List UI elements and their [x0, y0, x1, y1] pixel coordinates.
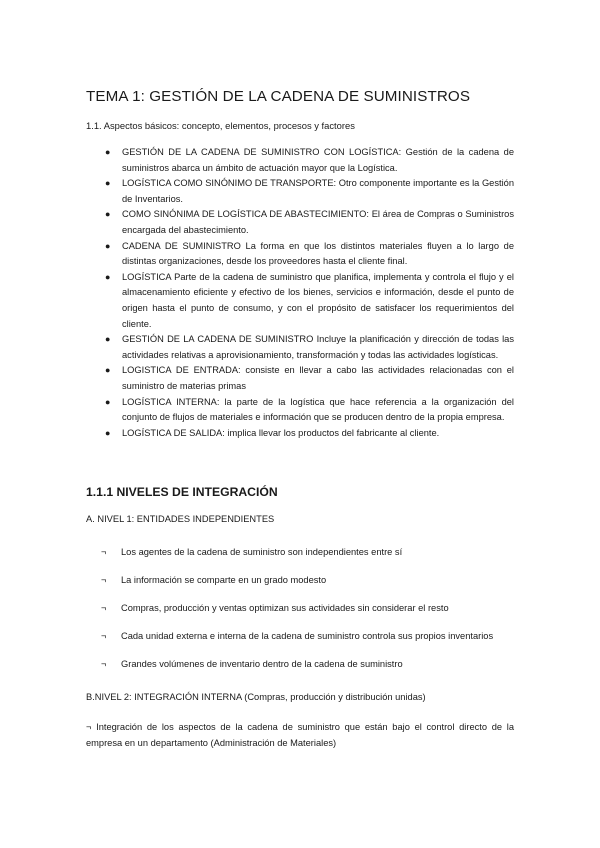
- list-item: [101, 599, 514, 618]
- not-sign-icon: ¬: [101, 547, 107, 557]
- list-item: [105, 145, 514, 176]
- list-item-text: GESTIÓN DE LA CADENA DE SUMINISTRO CON LOGÍSTICA: Gestión de la cadena de suministros abarca un ámbito de actuación mayor que la Logística.: [122, 147, 514, 173]
- page-title: TEMA 1: GESTIÓN DE LA CADENA DE SUMINISTROS: [86, 88, 471, 105]
- list-item: [105, 207, 514, 238]
- list-item-text: Cada unidad externa e interna de la cadena de suministro controla sus propios inventarios: [121, 631, 494, 641]
- list-item-text: GESTIÓN DE LA CADENA DE SUMINISTRO Incluye la planificación y dirección de todas las actividades relativas a aprovisionamiento, transformación y todas las actividades logísticas.: [122, 334, 514, 360]
- not-sign-icon: ¬: [101, 659, 107, 669]
- list-item: [105, 395, 514, 426]
- bullet-icon: ●: [105, 365, 111, 376]
- not-sign-icon: ¬: [101, 603, 107, 613]
- list-item: [105, 426, 514, 442]
- list-item: [105, 176, 514, 207]
- list-item-text: COMO SINÓNIMA DE LOGÍSTICA DE ABASTECIMIENTO: El área de Compras o Suministros encargada del abastecimiento.: [122, 209, 514, 235]
- list-item-text: LOGÍSTICA DE SALIDA: implica llevar los productos del fabricante al cliente.: [122, 427, 440, 438]
- level-b-paragraph: ¬ Integración de los aspectos de la cadena de suministro que están bajo el control directo de la empresa en un departamento (Administración de Materiales): [86, 722, 514, 748]
- list-item-text: LOGÍSTICA COMO SINÓNIMO DE TRANSPORTE: Otro componente importante es la Gestión de Inventarios.: [122, 178, 514, 204]
- list-item: [101, 571, 514, 590]
- bullet-icon: ●: [105, 147, 111, 157]
- list-item: [105, 363, 514, 394]
- list-item: [101, 627, 514, 646]
- list-item: [101, 543, 514, 562]
- bullet-icon: ●: [105, 240, 111, 251]
- bullet-icon: ●: [105, 427, 111, 438]
- list-item-text: Compras, producción y ventas optimizan sus actividades sin considerar el resto: [121, 603, 449, 613]
- bullet-icon: ●: [105, 178, 111, 189]
- list-item: [101, 655, 514, 674]
- not-sign-icon: ¬: [101, 631, 107, 641]
- not-sign-icon: ¬: [101, 575, 107, 585]
- definition-list: [0, 145, 600, 441]
- list-item: [105, 270, 514, 332]
- bullet-icon: ●: [105, 334, 111, 345]
- level-a-heading: A. NIVEL 1: ENTIDADES INDEPENDIENTES: [86, 514, 275, 524]
- level-a-list: [0, 543, 600, 683]
- bullet-icon: ●: [105, 209, 111, 220]
- list-item-text: Los agentes de la cadena de suministro son independientes entre sí: [121, 547, 403, 557]
- list-item: [105, 239, 514, 270]
- list-item-text: LOGISTICA DE ENTRADA: consiste en llevar a cabo las actividades relacionadas con el suministro de materias primas: [122, 365, 514, 391]
- bullet-icon: ●: [105, 396, 111, 407]
- list-item: [105, 332, 514, 363]
- list-item-text: Grandes volúmenes de inventario dentro de la cadena de suministro: [121, 659, 403, 669]
- list-item-text: LOGÍSTICA INTERNA: la parte de la logística que hace referencia a la organización del conjunto de flujos de materiales e información que se producen dentro de la propia empresa.: [122, 396, 514, 423]
- bullet-icon: ●: [105, 271, 111, 282]
- list-item-text: LOGÍSTICA Parte de la cadena de suministro que planifica, implementa y controla el flujo y el almacenamiento eficiente y efectivo de los bienes, servicios e información, desde el punto de origen hasta el punto de consumo, y con el propósito de satisfacer los requerimientos del cliente.: [122, 271, 514, 329]
- section-heading: 1.1.1 NIVELES DE INTEGRACIÓN: [86, 485, 278, 499]
- list-item-text: La información se comparte en un grado modesto: [121, 575, 327, 585]
- section-subtitle: 1.1. Aspectos básicos: concepto, elementos, procesos y factores: [86, 120, 355, 131]
- list-item-text: CADENA DE SUMINISTRO La forma en que los distintos materiales fluyen a lo largo de distintas organizaciones, desde los proveedores hasta el cliente final.: [122, 240, 514, 267]
- level-b-heading: B.NIVEL 2: INTEGRACIÓN INTERNA (Compras, producción y distribución unidas): [86, 692, 426, 702]
